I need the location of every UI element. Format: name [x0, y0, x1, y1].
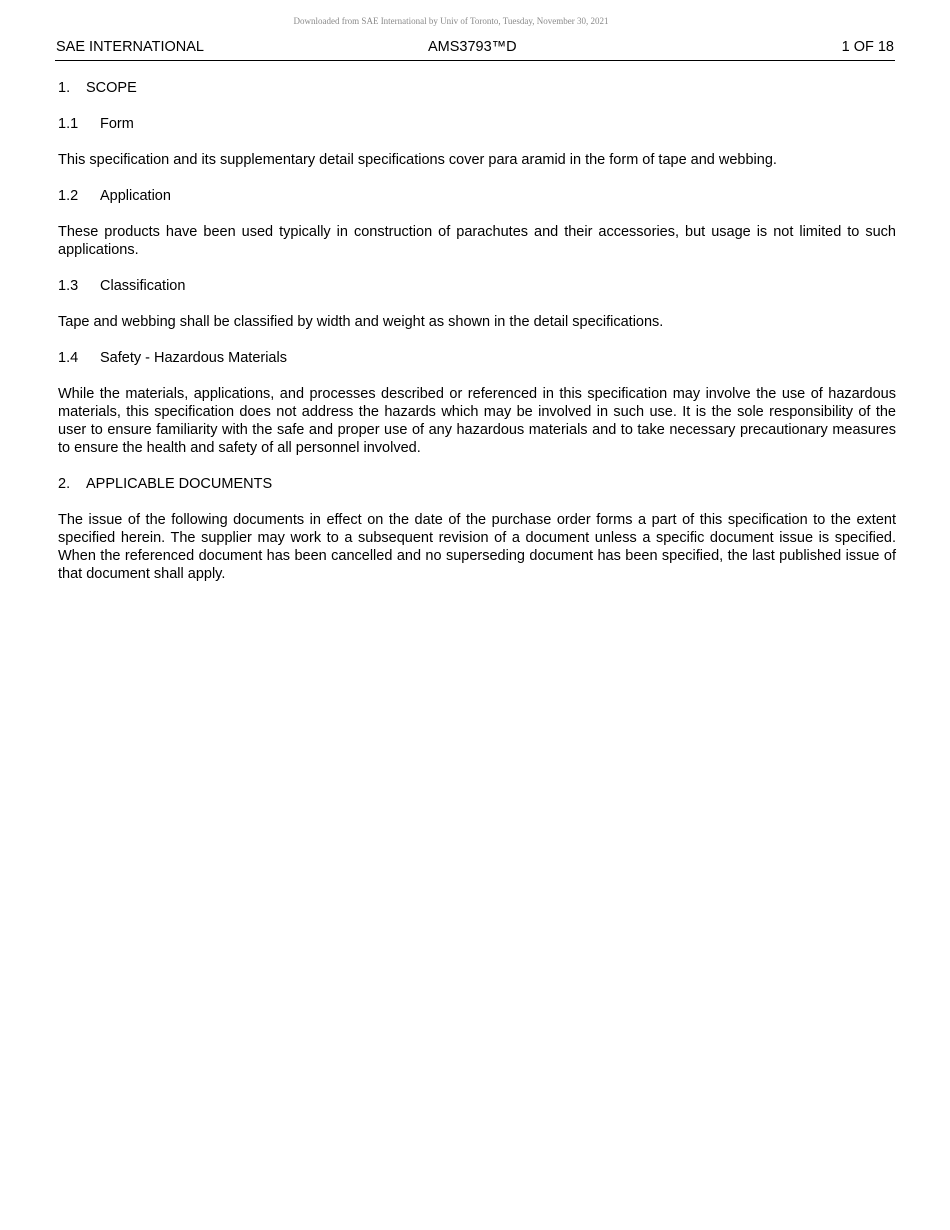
section-number: 1.3 [58, 278, 79, 294]
section-number: 1. [58, 80, 71, 96]
section-title: Form [100, 116, 134, 132]
section-paragraph-safety: While the materials, applications, and processes described or referenced in this specification may involve the use of hazardous materials, this specification does not address the hazards which may be involved in such use. It is the sole responsibility of the user to ensure familiarity with the safe and proper use of any hazardous materials and to take necessary precautionary measures to ensure the health and safety of all personnel involved. [58, 386, 896, 456]
section-paragraph-applicable-documents: The issue of the following documents in effect on the date of the purchase order forms a part of this specification to the extent specified herein. The supplier may work to a subsequent revision of a document unless a specific document issue is specified. When the referenced document has been cancelled and no superseding document has been specified, the last published issue of that document shall apply. [58, 512, 896, 582]
section-title: SCOPE [86, 80, 137, 96]
page-header [55, 38, 895, 61]
section-number: 1.1 [58, 116, 79, 132]
section-title: Application [100, 188, 171, 204]
section-paragraph-classification: Tape and webbing shall be classified by width and weight as shown in the detail specifications. [58, 314, 664, 330]
section-paragraph-application: These products have been used typically in construction of parachutes and their accessories, but usage is not limited to such applications. [58, 224, 896, 258]
download-watermark: Downloaded from SAE International by Univ of Toronto, Tuesday, November 30, 2021 [293, 16, 609, 26]
section-number: 2. [58, 476, 71, 492]
section-number: 1.2 [58, 188, 79, 204]
header-page-number: 1 OF 18 [841, 39, 894, 55]
section-heading-classification [58, 277, 896, 295]
section-title: Safety - Hazardous Materials [100, 350, 287, 366]
section-title: APPLICABLE DOCUMENTS [86, 476, 273, 492]
section-heading-applicable-documents [58, 475, 896, 493]
header-organization: SAE INTERNATIONAL [56, 39, 204, 55]
section-number: 1.4 [58, 350, 79, 366]
document-body [58, 79, 896, 601]
section-heading-safety [58, 349, 896, 367]
header-document-number: AMS3793™D [428, 39, 517, 55]
section-title: Classification [100, 278, 186, 294]
section-paragraph-form: This specification and its supplementary detail specifications cover para aramid in the form of tape and webbing. [58, 152, 777, 168]
section-heading-application [58, 187, 896, 205]
section-heading-scope [58, 79, 896, 97]
section-heading-form [58, 115, 896, 133]
